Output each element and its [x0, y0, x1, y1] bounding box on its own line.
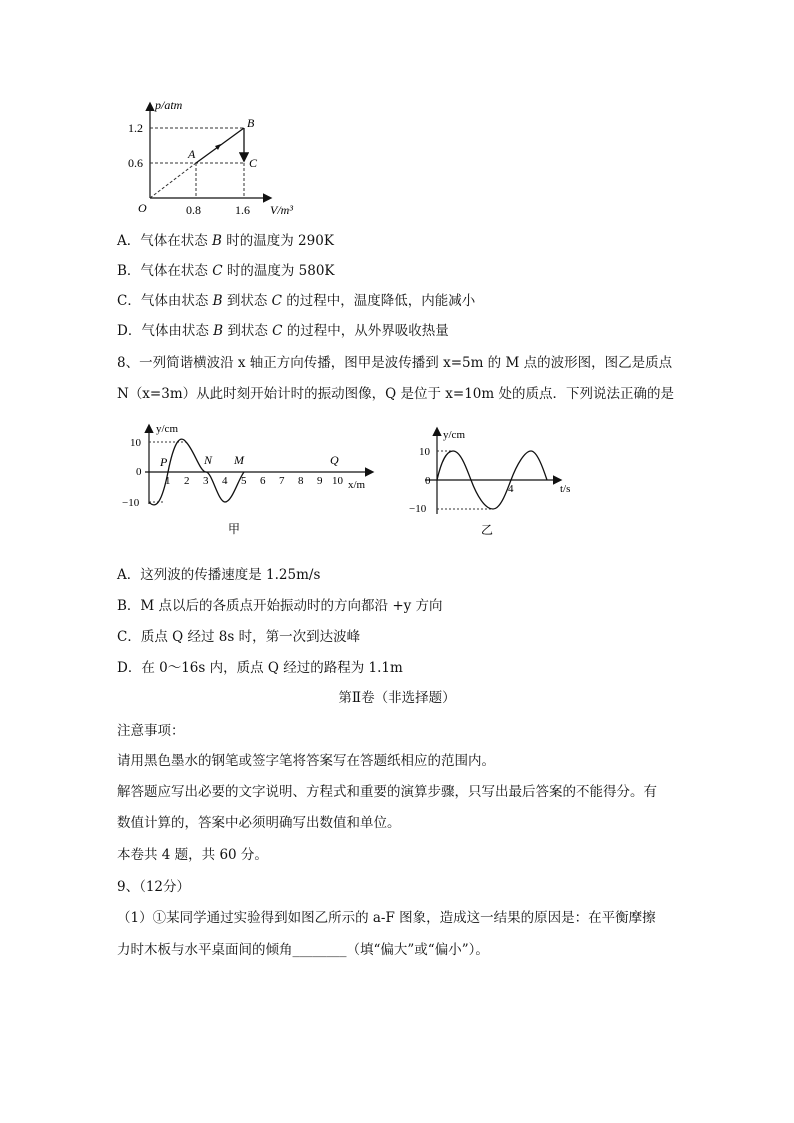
q8-option-d: D．在 0～16s 内，质点 Q 经过的路程为 1.1m [117, 660, 403, 676]
wave-ylabel: y/cm [156, 423, 178, 435]
q8-option-c: C．质点 Q 经过 8s 时，第一次到达波峰 [117, 629, 361, 645]
q9-heading: 9、（12分） [117, 879, 191, 895]
pv-origin: O [138, 201, 147, 215]
pv-point-c: C [249, 156, 258, 170]
note-3: 本卷共 4 题，共 60 分。 [117, 847, 268, 863]
wave-ytick: −10 [122, 497, 140, 509]
pv-ylabel: p/atm [155, 98, 183, 112]
note-2a: 解答题应写出必要的文字说明、方程式和重要的演算步骤，只写出最后答案的不能得分。有 [117, 784, 657, 800]
wave-point-m: M [234, 453, 244, 467]
vib-xtick: 4 [508, 483, 514, 495]
wave-xtick: 5 [241, 475, 247, 487]
wave-xlabel: x/m [348, 479, 366, 491]
wave-ytick: 10 [130, 437, 141, 449]
q9-line1: （1）①某同学通过实验得到如图乙所示的 a-F 图象，造成这一结果的原因是：在平衡摩擦 [117, 910, 656, 926]
vib-ylabel: y/cm [443, 429, 465, 441]
pv-chart [122, 96, 307, 221]
wave-ytick: 0 [136, 466, 142, 478]
wave-xtick: 7 [279, 475, 285, 487]
wave-xtick: 6 [260, 475, 266, 487]
wave-point-n: N [204, 453, 213, 467]
wave-xtick: 9 [317, 475, 323, 487]
wave-caption: 甲 [228, 522, 241, 536]
q9-line2: 力时木板与水平桌面间的倾角________（填“偏大”或“偏小”）。 [117, 942, 489, 958]
q8-option-a: A．这列波的传播速度是 1.25m/s [117, 567, 321, 583]
pv-ytick: 0.6 [128, 156, 143, 170]
pv-xlabel: V/m³ [270, 203, 293, 217]
q7-option-c: C．气体由状态 B 到状态 C 的过程中，温度降低，内能减小 [117, 293, 476, 309]
note-2b: 数值计算的，答案中必须明确写出数值和单位。 [117, 815, 401, 831]
part2-title: 第Ⅱ卷（非选择题） [338, 690, 456, 706]
q8-stem-line2: N（x=3m）从此时刻开始计时的振动图像，Q 是位于 x=10m 处的质点．下列说法正确的是 [117, 386, 674, 402]
vib-ytick: 0 [425, 475, 431, 487]
notes-heading: 注意事项： [117, 723, 185, 739]
pv-xtick: 1.6 [235, 203, 250, 217]
q7-option-b: B．气体在状态 C 时的温度为 580K [117, 263, 335, 279]
q7-option-a: A．气体在状态 B 时的温度为 290K [117, 233, 334, 249]
note-1: 请用黑色墨水的钢笔或签字笔将答案写在答题纸相应的范围内。 [117, 753, 495, 769]
pv-point-a: A [188, 147, 196, 161]
q8-stem-line1: 8、一列简谐横波沿 x 轴正方向传播，图甲是波传播到 x=5m 的 M 点的波形图，图乙是质点 [117, 355, 673, 371]
pv-ytick: 1.2 [128, 121, 143, 135]
vib-caption: 乙 [481, 523, 494, 537]
q8-option-b: B．M 点以后的各质点开始振动时的方向都沿 +y 方向 [117, 598, 443, 614]
wave-xtick: 3 [203, 475, 209, 487]
wave-xtick: 4 [222, 475, 228, 487]
vib-xlabel: t/s [560, 483, 571, 495]
vibration-chart [405, 424, 595, 540]
pv-xtick: 0.8 [186, 203, 201, 217]
wave-point-p: P [160, 455, 168, 469]
wave-xtick: 2 [184, 475, 190, 487]
wave-xtick: 1 [165, 475, 171, 487]
wave-xtick: 8 [298, 475, 304, 487]
wave-xtick: 10 [332, 475, 343, 487]
q7-option-d: D．气体由状态 B 到状态 C 的过程中，从外界吸收热量 [117, 323, 449, 339]
pv-point-b: B [247, 116, 255, 130]
vib-ytick: 10 [419, 446, 430, 458]
wave-point-q: Q [330, 453, 339, 467]
wave-chart [120, 420, 380, 540]
vib-ytick: −10 [409, 503, 427, 515]
